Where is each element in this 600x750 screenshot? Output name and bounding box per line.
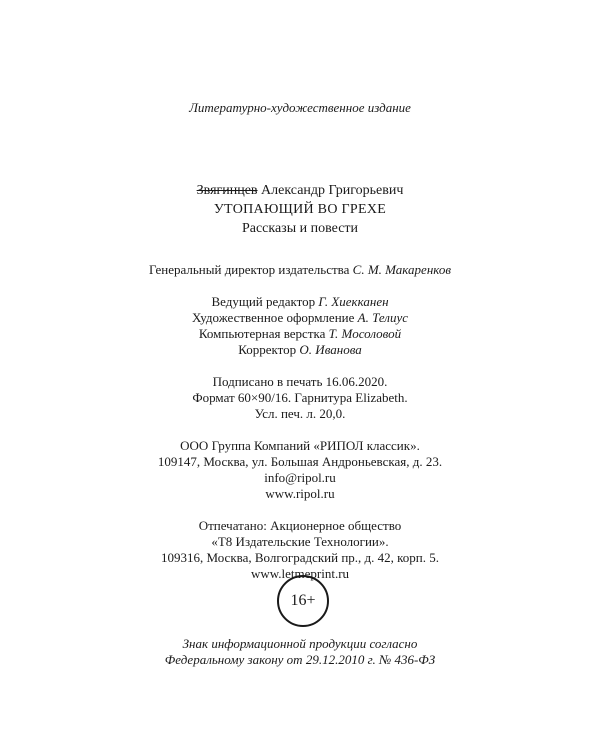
- staff-line: [0, 294, 600, 310]
- print-info-line: Усл. печ. л. 20,0.: [254, 406, 346, 421]
- print-info-line: Формат 60×90/16. Гарнитура Elizabeth.: [192, 390, 408, 405]
- director-label: Генеральный директор издательства: [148, 262, 350, 277]
- staff-line: [0, 310, 600, 326]
- author-line: [0, 183, 600, 199]
- director-name: С. М. Макаренков: [352, 262, 452, 277]
- staff-name: Т. Мосоловой: [328, 326, 402, 341]
- publisher-line: www.ripol.ru: [265, 486, 335, 501]
- printer-line: www.letmeprint.ru: [250, 566, 350, 581]
- edition-type: Литературно-художественное издание: [189, 100, 411, 115]
- staff-line: [0, 342, 600, 358]
- publisher-line: ООО Группа Компаний «РИПОЛ классик».: [180, 438, 420, 453]
- age-rating-badge: 16+: [277, 575, 329, 627]
- staff-role: Художественное оформление: [191, 310, 355, 325]
- age-note-line: Федеральному закону от 29.12.2010 г. № 436-ФЗ: [164, 652, 436, 667]
- staff-role: Компьютерная верстка: [198, 326, 326, 341]
- printer-line: 109316, Москва, Волгоградский пр., д. 42, корп. 5.: [160, 550, 440, 565]
- author-surname: Звягинцев: [196, 183, 258, 198]
- staff-role: Ведущий редактор: [211, 294, 316, 309]
- staff-name: Г. Хиекканен: [318, 294, 389, 309]
- director-line: [0, 262, 600, 278]
- printer-line: «Т8 Издательские Технологии».: [211, 534, 389, 549]
- age-note-line: Знак информационной продукции согласно: [182, 636, 418, 651]
- publisher-line: info@ripol.ru: [264, 470, 336, 485]
- staff-name: А. Телиус: [357, 310, 408, 325]
- print-info-line: Подписано в печать 16.06.2020.: [212, 374, 388, 389]
- printer-line: Отпечатано: Акционерное общество: [198, 518, 402, 533]
- author-name: Александр Григорьевич: [261, 183, 404, 198]
- publisher-line: 109147, Москва, ул. Большая Андроньевская, д. 23.: [157, 454, 443, 469]
- book-subtitle: Рассказы и повести: [241, 221, 359, 236]
- staff-line: [0, 326, 600, 342]
- book-title: УТОПАЮЩИЙ ВО ГРЕХЕ: [213, 202, 387, 217]
- staff-role: Корректор: [238, 342, 297, 357]
- staff-name: О. Иванова: [299, 342, 362, 357]
